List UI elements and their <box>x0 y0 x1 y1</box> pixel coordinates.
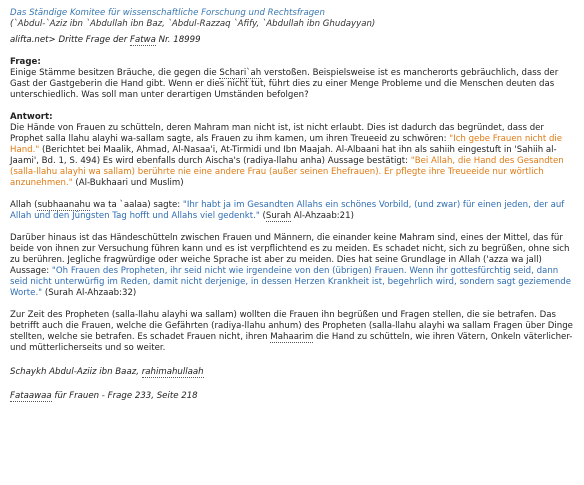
hadith-quote: "Ich gebe Frauen nicht die Hand." <box>10 134 563 155</box>
answer-text: Die Hände von Frauen zu schütteln, deren Mahram man nicht ist, ist nicht erlaubt. Dies ist dadurch das begründet, dass der Prophet salla llahu alayhi wa-sallam sagte, als Frauen zu ihm kamen, um ihren Treueeid zu schwören: <box>10 123 544 144</box>
question-text <box>10 68 576 101</box>
answer-text: ( <box>259 211 266 221</box>
source-line <box>10 35 576 46</box>
sharia-term[interactable]: Schari`ah <box>219 68 262 78</box>
answer-heading: Antwort: <box>10 112 53 122</box>
aisha-quote: "Bei Allah, die Hand des Gesandten (salla-llahu alayhi wa sallam) berührte nie eine andere Frau (außer seinen Ehefrauen). Er pflegte ihre Treueeide nur wörtlich anzunehmen." <box>10 156 564 188</box>
signature <box>10 367 576 378</box>
reference-text: für Frauen - Frage 233, Seite 218 <box>51 391 198 401</box>
answer-text: wa ta `aalaa) sagte: <box>90 200 183 210</box>
committee-members: (`Abdul-`Aziz ibn `Abdullah ibn Baz, `Abdul-Razzaq `Afify, `Abdullah ibn Ghudayyan) <box>10 19 376 29</box>
committee-title: Das Ständige Komitee für wissenschaftliche Forschung und Rechtsfragen <box>10 8 325 18</box>
answer-text: Al-Ahzaab:21) <box>291 211 354 221</box>
answer-text: (Surah Al-Ahzaab:32) <box>42 288 137 298</box>
book-reference <box>10 391 576 402</box>
surah-term[interactable]: Surah <box>265 211 292 221</box>
fatwa-link[interactable]: Fatwa <box>130 35 156 45</box>
answer-text: (Berichtet bei Maalik, Ahmad, Al-Nasaa'i, At-Tirmidi und Ibn Maajah. Al-Albaani hat ihn als sahiih eingestuft in 'Sahiih al-Jaami', Bd. 1, S. 494) Es wird ebenfalls durch Aischa's (radiya-llahu anha) Aussage bestätigt: <box>10 145 557 166</box>
question-text-part: Einige Stämme besitzen Bräuche, die gegen die <box>10 68 220 78</box>
honorific-term[interactable]: rahimahullaah <box>141 367 204 377</box>
source-suffix: Nr. 18999 <box>155 35 201 45</box>
question-heading: Frage: <box>10 57 41 67</box>
fataawaa-term[interactable]: Fataawaa <box>10 391 52 401</box>
answer-paragraph-3 <box>10 233 576 299</box>
answer-paragraph-1 <box>10 123 576 189</box>
scholar-name: Schaykh Abdul-Aziiz ibn Baaz, <box>10 367 142 377</box>
answer-paragraph-4 <box>10 310 576 354</box>
answer-text: Darüber hinaus ist das Händeschütteln zwischen Frauen und Männern, die einander keine Mahram sind, eines der Mittel, das für beide von ihnen zur Versuchung führen kann und es ist verpflichtend es zu meiden. Es schadet nicht, sich zu begrüßen, ohne sich zu berühren. Jegliche fragwürdige oder weiche Sprache ist aber zu meiden. Dies hat seine Grundlage in Allah ('azza wa jall) Aussage: <box>10 233 570 276</box>
subhaanahu-term[interactable]: subhaanahu <box>37 200 91 210</box>
source-prefix: alifta.net> Dritte Frage der <box>10 35 130 45</box>
quran-quote: "Ihr habt ja im Gesandten Allahs ein schönes Vorbild, (und zwar) für einen jeden, der auf Allah und den Jüngsten Tag hofft und Allahs viel gedenkt." <box>10 200 565 221</box>
answer-text: Allah ( <box>10 200 38 210</box>
answer-text: Zur Zeit des Propheten (salla-llahu alayhi wa sallam) wollten die Frauen ihn begrüßen und Fragen stellen, die sie betrafen. Das betrifft auch die Frauen, welche die Gefährten (radiya-llahu anhum) des Propheten (salla-llahu alayhi wa sallam Fragen über Dinge stellten, welche sie betrafen. Es schadet Frauen nicht, ihren <box>10 310 573 342</box>
question-text-part: verstoßen. Beispielsweise ist es mancherorts gebräuchlich, dass der Gast der Gastgeberin die Hand gibt. Wenn er dies nicht tut, führt dies zu einer Menge Probleme und die Menschen deuten das unterschiedlich. Was soll man unter derartigen Umständen befolgen? <box>10 68 559 100</box>
mahaarim-term[interactable]: Mahaarim <box>270 332 314 342</box>
answer-text: (Al-Bukhaari und Muslim) <box>72 178 184 188</box>
quran-quote: "Oh Frauen des Propheten, ihr seid nicht wie irgendeine von den (übrigen) Frauen. Wenn ihr gottesfürchtig seid, dann seid nicht unterwürfig im Reden, damit nicht derjenige, in dessen Herzen Krankheit ist, begehrlich wird, sondern sagt geziemende Worte." <box>10 266 572 298</box>
answer-paragraph-2 <box>10 200 576 222</box>
answer-text: die Hand zu schütteln, wie ihren Vätern, Onkeln väterlicher- und mütterlicherseits und so weiter. <box>10 332 573 353</box>
